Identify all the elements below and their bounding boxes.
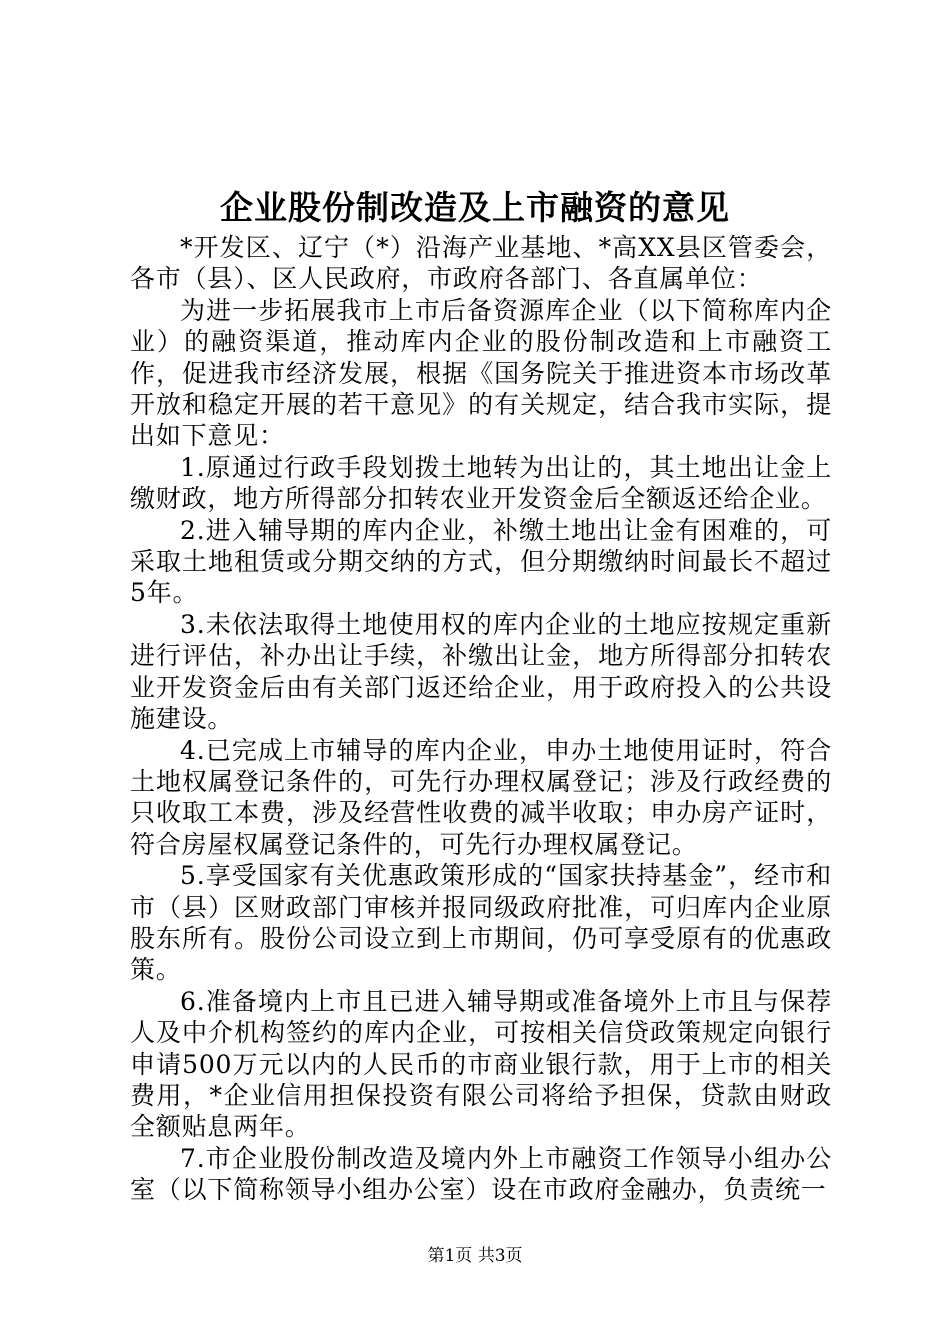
document-title: 企业股份制改造及上市融资的意见	[220, 188, 730, 227]
clause-3-paragraph: 3.未依法取得土地使用权的库内企业的土地应按规定重新进行评估，补办出让手续，补缴出让金，地方所得部分扣转农业开发资金后由有关部门返还给企业，用于政府投入的公共设施建设。	[130, 609, 832, 734]
intro-paragraph: 为进一步拓展我市上市后备资源库企业（以下简称库内企业）的融资渠道，推动库内企业的股份制改造和上市融资工作，促进我市经济发展，根据《国务院关于推进资本市场改革开放和稳定开展的若干意见》的有关规定，结合我市实际，提出如下意见：	[130, 295, 832, 451]
clause-6-paragraph: 6.准备境内上市且已进入辅导期或准备境外上市且与保荐人及中介机构签约的库内企业，可按相关信贷政策规定向银行申请500万元以内的人民币的市商业银行款，用于上市的相关费用，*企业信用担保投资有限公司将给予担保，贷款由财政全额贴息两年。	[130, 986, 832, 1142]
clause-2-paragraph: 2.进入辅导期的库内企业，补缴土地出让金有困难的，可采取土地租赁或分期交纳的方式，但分期缴纳时间最长不超过5年。	[130, 515, 832, 608]
clause-1-paragraph: 1.原通过行政手段划拨土地转为出让的，其土地出让金上缴财政，地方所得部分扣转农业开发资金后全额返还给企业。	[130, 452, 832, 514]
document-body	[130, 232, 832, 1206]
clause-4-paragraph: 4.已完成上市辅导的库内企业，申办土地使用证时，符合土地权属登记条件的，可先行办理权属登记；涉及行政经费的只收取工本费，涉及经营性收费的减半收取；申办房产证时，符合房屋权属登记条件的，可先行办理权属登记。	[130, 735, 832, 859]
clause-5-paragraph: 5.享受国家有关优惠政策形成的“国家扶持基金”，经市和市（县）区财政部门审核并报同级政府批准，可归库内企业原股东所有。股份公司设立到上市期间，仍可享受原有的优惠政策。	[130, 861, 832, 985]
page-number-footer: 第1页 共3页	[427, 1246, 523, 1266]
addressee-paragraph: *开发区、辽宁（*）沿海产业基地、*高XX县区管委会，各市（县）、区人民政府，市政府各部门、各直属单位：	[130, 233, 832, 294]
clause-7-paragraph: 7.市企业股份制改造及境内外上市融资工作领导小组办公室（以下简称领导小组办公室）设在市政府金融办，负责统一	[130, 1143, 832, 1205]
